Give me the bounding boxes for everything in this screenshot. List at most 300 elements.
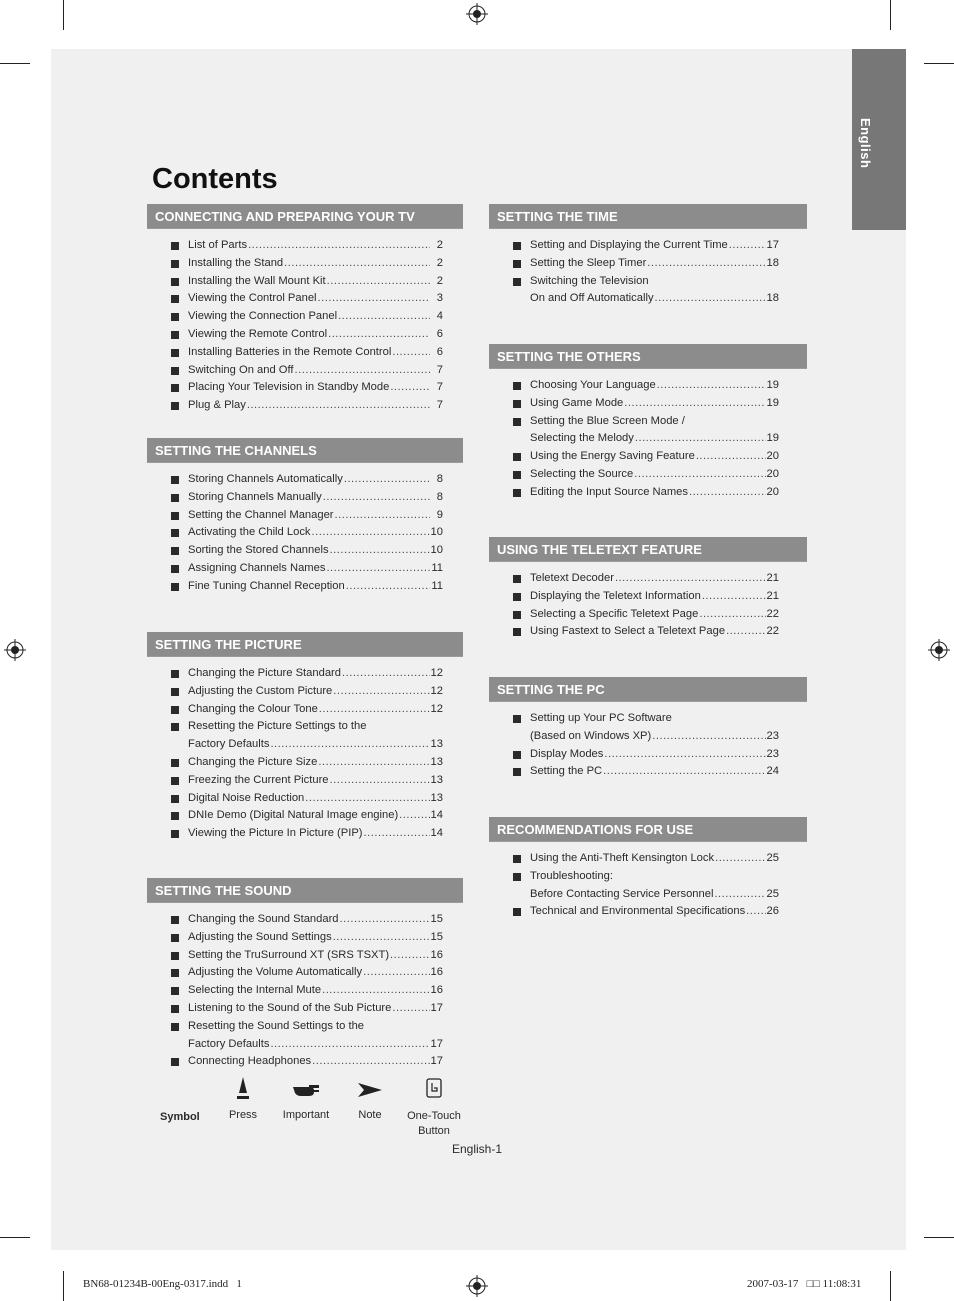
dot-leader	[340, 911, 430, 929]
dot-leader	[270, 1036, 429, 1054]
toc-page-number: 17	[430, 1001, 443, 1014]
dot-leader	[647, 255, 765, 273]
section-heading: SETTING THE TIME	[489, 204, 807, 229]
bullet-icon	[513, 242, 521, 250]
toc-page-number: 13	[430, 738, 443, 751]
list-item	[489, 290, 807, 308]
bullet-icon	[171, 969, 179, 977]
dot-leader	[338, 308, 430, 326]
dot-leader	[247, 397, 430, 415]
toc-entry-text: Adjusting the Custom Picture	[188, 684, 333, 697]
list-item	[147, 772, 463, 790]
toc-section	[489, 537, 807, 641]
dot-leader	[726, 623, 765, 641]
toc-entry-text: On and Off Automatically	[530, 292, 654, 305]
toc-page-number: 14	[430, 827, 443, 840]
toc-entry-text: Changing the Colour Tone	[188, 702, 318, 715]
toc-page-number: 24	[766, 765, 779, 778]
symbol-important-label: Important	[282, 1109, 330, 1121]
list-item	[147, 507, 463, 525]
toc-entry-text: Setting the Channel Manager	[188, 508, 334, 521]
dot-leader	[330, 542, 430, 560]
dot-leader	[248, 237, 430, 255]
toc-entry-text: Changing the Sound Standard	[188, 913, 339, 925]
toc-list	[489, 237, 807, 308]
dot-leader	[635, 430, 766, 448]
section-heading: RECOMMENDATIONS FOR USE	[489, 817, 807, 842]
toc-entry-text: Adjusting the Sound Settings	[188, 930, 332, 943]
list-item	[147, 255, 463, 273]
section-heading: SETTING THE OTHERS	[489, 344, 807, 369]
list-item	[489, 273, 807, 291]
toc-entry-text: Viewing the Picture In Picture (PIP)	[188, 827, 363, 840]
bullet-icon	[171, 934, 179, 942]
bullet-icon	[171, 295, 179, 303]
toc-page-number: 23	[766, 747, 779, 760]
toc-page-number: 25	[766, 852, 779, 864]
toc-entry-text: Assigning Channels Names	[188, 561, 326, 574]
dot-leader	[284, 255, 430, 273]
list-item	[489, 868, 807, 886]
bullet-icon	[171, 812, 179, 820]
toc-page-number: 7	[436, 399, 443, 412]
toc-entry-text: Troubleshooting:	[530, 869, 613, 882]
press-icon	[235, 1075, 251, 1103]
bullet-icon	[513, 751, 521, 759]
toc-section	[147, 878, 463, 1071]
toc-page-number: 3	[436, 292, 443, 305]
section-heading: SETTING THE CHANNELS	[147, 438, 463, 463]
list-item	[147, 964, 463, 982]
bullet-icon	[171, 1058, 179, 1066]
bullet-icon	[513, 768, 521, 776]
dot-leader	[335, 507, 430, 525]
toc-page-number: 9	[436, 508, 443, 521]
bullet-icon	[171, 670, 179, 678]
list-item	[489, 237, 807, 255]
toc-page-number: 2	[436, 239, 443, 251]
toc-entry-text: Setting up Your PC Software	[530, 712, 672, 724]
toc-section	[489, 204, 807, 308]
dot-leader	[318, 754, 429, 772]
bullet-icon	[513, 400, 521, 408]
list-item	[147, 273, 463, 291]
toc-page-number: 20	[766, 450, 779, 463]
dot-leader	[746, 903, 765, 921]
bullet-icon	[171, 278, 179, 286]
bullet-icon	[171, 723, 179, 731]
section-heading: USING THE TELETEXT FEATURE	[489, 537, 807, 562]
bullet-icon	[171, 384, 179, 392]
toc-page-number: 10	[430, 544, 443, 557]
dot-leader	[392, 344, 430, 362]
list-item	[489, 606, 807, 624]
toc-entry-text: Before Contacting Service Personnel	[530, 887, 714, 900]
bullet-icon	[513, 715, 521, 723]
list-item	[147, 471, 463, 489]
list-item	[489, 903, 807, 921]
symbol-label: Symbol	[160, 1111, 200, 1123]
toc-page-number: 17	[430, 1055, 443, 1068]
dot-leader	[344, 471, 430, 489]
dot-leader	[657, 377, 766, 395]
list-item	[147, 754, 463, 772]
bullet-icon	[171, 777, 179, 785]
list-item	[147, 560, 463, 578]
dot-leader	[715, 850, 765, 868]
toc-entry-text: Display Modes	[530, 747, 604, 760]
toc-list	[489, 570, 807, 641]
toc-page-number: 22	[766, 625, 779, 638]
dot-leader	[624, 395, 765, 413]
list-item	[147, 308, 463, 326]
list-item	[489, 728, 807, 746]
list-item	[489, 413, 807, 431]
toc-entry-text: Viewing the Remote Control	[188, 327, 328, 340]
toc-section	[489, 344, 807, 502]
list-item	[147, 237, 463, 255]
toc-entry-text: Resetting the Picture Settings to the	[188, 720, 367, 733]
list-item	[147, 665, 463, 683]
list-item	[147, 397, 463, 415]
bullet-icon	[171, 987, 179, 995]
dot-leader	[319, 701, 430, 719]
toc-page-number: 12	[430, 702, 443, 715]
toc-entry-text: Activating the Child Lock	[188, 526, 311, 539]
dot-leader	[330, 772, 430, 790]
slug-file: BN68-01234B-00Eng-0317.indd 1	[83, 1278, 242, 1290]
toc-entry-text: Plug & Play	[188, 399, 246, 412]
dot-leader	[333, 683, 429, 701]
bullet-icon	[171, 547, 179, 555]
bullet-icon	[171, 242, 179, 250]
bullet-icon	[513, 611, 521, 619]
list-item	[147, 1053, 463, 1071]
toc-entry-text: Freezing the Current Picture	[188, 773, 329, 786]
dot-leader	[655, 290, 766, 308]
dot-leader	[312, 1053, 429, 1071]
bullet-icon	[513, 628, 521, 636]
list-item	[147, 578, 463, 596]
bullet-icon	[171, 476, 179, 484]
toc-entry-text: Viewing the Control Panel	[188, 292, 317, 305]
toc-page-number: 2	[436, 256, 443, 269]
bullet-icon	[171, 331, 179, 339]
toc-list	[489, 710, 807, 781]
bullet-icon	[171, 367, 179, 375]
bullet-icon	[513, 489, 521, 497]
bullet-icon	[171, 952, 179, 960]
toc-entry-text: Setting the TruSurround XT (SRS TSXT)	[188, 948, 390, 961]
toc-page-number: 6	[436, 327, 443, 340]
toc-entry-text: DNIe Demo (Digital Natural Image engine)	[188, 809, 399, 822]
toc-entry-text: Installing the Stand	[188, 256, 284, 269]
bullet-icon	[513, 593, 521, 601]
list-item	[489, 746, 807, 764]
bullet-icon	[171, 706, 179, 714]
bullet-icon	[513, 908, 521, 916]
toc-page-number: 19	[766, 379, 779, 391]
list-item	[147, 379, 463, 397]
bullet-icon	[171, 795, 179, 803]
list-item	[147, 701, 463, 719]
dot-leader	[312, 524, 430, 542]
toc-list	[489, 850, 807, 921]
bullet-icon	[171, 583, 179, 591]
bullet-icon	[513, 260, 521, 268]
toc-entry-text: Technical and Environmental Specifications	[530, 905, 746, 918]
toc-page-number: 20	[766, 467, 779, 480]
list-item	[147, 736, 463, 754]
dot-leader	[689, 484, 766, 502]
toc-page-number: 7	[436, 381, 443, 394]
bullet-icon	[171, 759, 179, 767]
dot-leader	[342, 665, 430, 683]
list-item	[147, 362, 463, 380]
toc-page-number: 10	[430, 526, 443, 539]
toc-page-number: 25	[766, 887, 779, 900]
one-touch-button-icon	[424, 1075, 444, 1103]
toc-entry-text: Using the Anti-Theft Kensington Lock	[530, 852, 715, 864]
list-item	[489, 886, 807, 904]
bullet-icon	[513, 575, 521, 583]
toc-page-number: 11	[431, 561, 443, 574]
bullet-icon	[513, 471, 521, 479]
toc-page-number: 12	[430, 684, 443, 697]
list-item	[147, 1036, 463, 1054]
dot-leader	[270, 736, 429, 754]
bullet-icon	[171, 1023, 179, 1031]
dot-leader	[305, 790, 429, 808]
bullet-icon	[171, 688, 179, 696]
toc-entry-text: Viewing the Connection Panel	[188, 310, 338, 323]
list-item	[147, 1018, 463, 1036]
list-item	[489, 763, 807, 781]
dot-leader	[392, 1000, 429, 1018]
page-number: English-1	[452, 1142, 503, 1156]
dot-leader	[390, 947, 430, 965]
dot-leader	[696, 448, 766, 466]
list-item	[147, 982, 463, 1000]
dot-leader	[327, 273, 430, 291]
dot-leader	[333, 929, 430, 947]
toc-page-number: 2	[436, 274, 443, 287]
toc-page-number: 15	[430, 930, 443, 943]
list-item	[147, 929, 463, 947]
toc-entry-text: Factory Defaults	[188, 1037, 270, 1050]
dot-leader	[318, 290, 430, 308]
toc-section	[147, 632, 463, 843]
toc-page-number: 15	[430, 913, 443, 925]
registration-mark-icon	[4, 639, 26, 661]
bullet-icon	[513, 453, 521, 461]
toc-entry-text: Connecting Headphones	[188, 1055, 312, 1068]
section-heading: SETTING THE PICTURE	[147, 632, 463, 657]
toc-page-number: 21	[766, 589, 779, 602]
bullet-icon	[513, 382, 521, 390]
dot-leader	[322, 982, 429, 1000]
dot-leader	[634, 466, 765, 484]
list-item	[147, 542, 463, 560]
section-heading: CONNECTING AND PREPARING YOUR TV	[147, 204, 463, 229]
list-item	[147, 911, 463, 929]
toc-entry-text: Digital Noise Reduction	[188, 791, 305, 804]
toc-page-number: 22	[766, 607, 779, 620]
toc-page-number: 19	[766, 432, 779, 445]
list-item	[489, 570, 807, 588]
toc-entry-text: Using Game Mode	[530, 396, 624, 409]
toc-page-number: 8	[436, 490, 443, 503]
toc-entry-text: Switching the Television	[530, 274, 649, 287]
toc-entry-text: Editing the Input Source Names	[530, 485, 688, 498]
bullet-icon	[513, 418, 521, 426]
toc-page-number: 13	[430, 773, 443, 786]
symbol-one-touch	[402, 1075, 466, 1139]
toc-entry-text: Selecting the Internal Mute	[188, 984, 322, 997]
bullet-icon	[171, 565, 179, 573]
toc-page-number: 4	[436, 310, 443, 323]
toc-entry-text: Selecting the Melody	[530, 432, 634, 445]
section-heading: SETTING THE SOUND	[147, 878, 463, 903]
language-tab-label: English	[858, 118, 873, 169]
symbol-one-touch-label: One-Touch Button	[407, 1110, 461, 1137]
bullet-icon	[513, 855, 521, 863]
toc-entry-text: Displaying the Teletext Information	[530, 589, 701, 602]
bullet-icon	[171, 313, 179, 321]
bullet-icon	[171, 494, 179, 502]
toc-entry-text: Using the Energy Saving Feature	[530, 450, 695, 463]
bullet-icon	[513, 278, 521, 286]
toc-page-number: 8	[436, 473, 443, 485]
toc-list	[147, 911, 463, 1071]
toc-page-number: 12	[430, 667, 443, 679]
page-title: Contents	[152, 163, 278, 195]
bullet-icon	[171, 260, 179, 268]
list-item	[489, 255, 807, 273]
toc-page-number: 16	[430, 984, 443, 997]
toc-entry-text: Installing Batteries in the Remote Control	[188, 345, 392, 358]
list-item	[147, 489, 463, 507]
bullet-icon	[513, 873, 521, 881]
toc-page-number: 13	[430, 755, 443, 768]
toc-page-number: 13	[430, 791, 443, 804]
dot-leader	[390, 379, 430, 397]
toc-entry-text: Resetting the Sound Settings to the	[188, 1019, 365, 1032]
toc-entry-text: Changing the Picture Standard	[188, 667, 341, 679]
list-item	[489, 448, 807, 466]
list-item	[489, 395, 807, 413]
dot-leader	[328, 326, 430, 344]
slug-date: 2007-03-17 □□ 11:08:31	[747, 1278, 862, 1290]
toc-page-number: 21	[766, 572, 779, 584]
dot-leader	[714, 886, 765, 904]
symbol-press	[223, 1075, 263, 1121]
toc-entry-text: Setting the Blue Screen Mode /	[530, 414, 685, 427]
pointing-hand-icon	[291, 1075, 321, 1103]
list-item	[147, 524, 463, 542]
toc-page-number: 19	[766, 396, 779, 409]
toc-entry-text: Switching On and Off	[188, 363, 294, 376]
toc-page-number: 16	[430, 948, 443, 961]
toc-entry-text: Storing Channels Automatically	[188, 473, 343, 485]
dot-leader	[615, 570, 766, 588]
bullet-icon	[171, 830, 179, 838]
list-item	[147, 1000, 463, 1018]
toc-entry-text: Setting the PC	[530, 765, 603, 778]
list-item	[147, 344, 463, 362]
toc-entry-text: Selecting a Specific Teletext Page	[530, 607, 699, 620]
toc-page-number: 17	[430, 1037, 443, 1050]
dot-leader	[604, 746, 765, 764]
list-item	[147, 947, 463, 965]
toc-page-number: 23	[766, 729, 779, 742]
dot-leader	[652, 728, 765, 746]
toc-entry-text: Changing the Picture Size	[188, 755, 318, 768]
toc-page-number: 7	[436, 363, 443, 376]
list-item	[489, 710, 807, 728]
toc-list	[147, 237, 463, 415]
list-item	[147, 790, 463, 808]
registration-mark-icon	[928, 639, 950, 661]
toc-entry-text: Placing Your Television in Standby Mode	[188, 381, 390, 394]
toc-section	[147, 204, 463, 415]
list-item	[489, 850, 807, 868]
symbol-note-label: Note	[358, 1109, 382, 1121]
dot-leader	[702, 588, 766, 606]
toc-page-number: 18	[766, 256, 779, 269]
bullet-icon	[171, 529, 179, 537]
toc-entry-text: Teletext Decoder	[530, 572, 614, 584]
toc-entry-text: Choosing Your Language	[530, 379, 656, 391]
dot-leader	[399, 807, 429, 825]
dot-leader	[363, 964, 429, 982]
dot-leader	[729, 237, 766, 255]
toc-entry-text: Sorting the Stored Channels	[188, 544, 329, 557]
toc-page-number: 18	[766, 292, 779, 305]
symbol-legend	[150, 1075, 470, 1145]
list-item	[489, 466, 807, 484]
dot-leader	[364, 825, 430, 843]
dot-leader	[699, 606, 765, 624]
dot-leader	[346, 578, 430, 596]
toc-section	[489, 817, 807, 921]
toc-page-number: 17	[766, 239, 779, 251]
toc-list	[147, 471, 463, 596]
registration-mark-icon	[466, 3, 488, 25]
bullet-icon	[171, 916, 179, 924]
section-heading: SETTING THE PC	[489, 677, 807, 702]
toc-list	[489, 377, 807, 502]
list-item	[147, 807, 463, 825]
bullet-icon	[171, 1005, 179, 1013]
toc-entry-text: Setting and Displaying the Current Time	[530, 239, 728, 251]
list-item	[489, 430, 807, 448]
dot-leader	[323, 489, 430, 507]
list-item	[147, 290, 463, 308]
toc-entry-text: Factory Defaults	[188, 738, 270, 751]
toc-entry-text: Installing the Wall Mount Kit	[188, 274, 326, 287]
list-item	[147, 718, 463, 736]
symbol-note	[350, 1075, 390, 1121]
symbol-press-label: Press	[228, 1109, 258, 1121]
toc-page-number: 11	[431, 579, 443, 592]
toc-entry-text: Selecting the Source	[530, 467, 634, 480]
arrow-note-icon	[356, 1075, 384, 1103]
list-item	[147, 683, 463, 701]
dot-leader	[326, 560, 430, 578]
registration-mark-icon	[466, 1275, 488, 1297]
toc-entry-text: Storing Channels Manually	[188, 490, 322, 503]
